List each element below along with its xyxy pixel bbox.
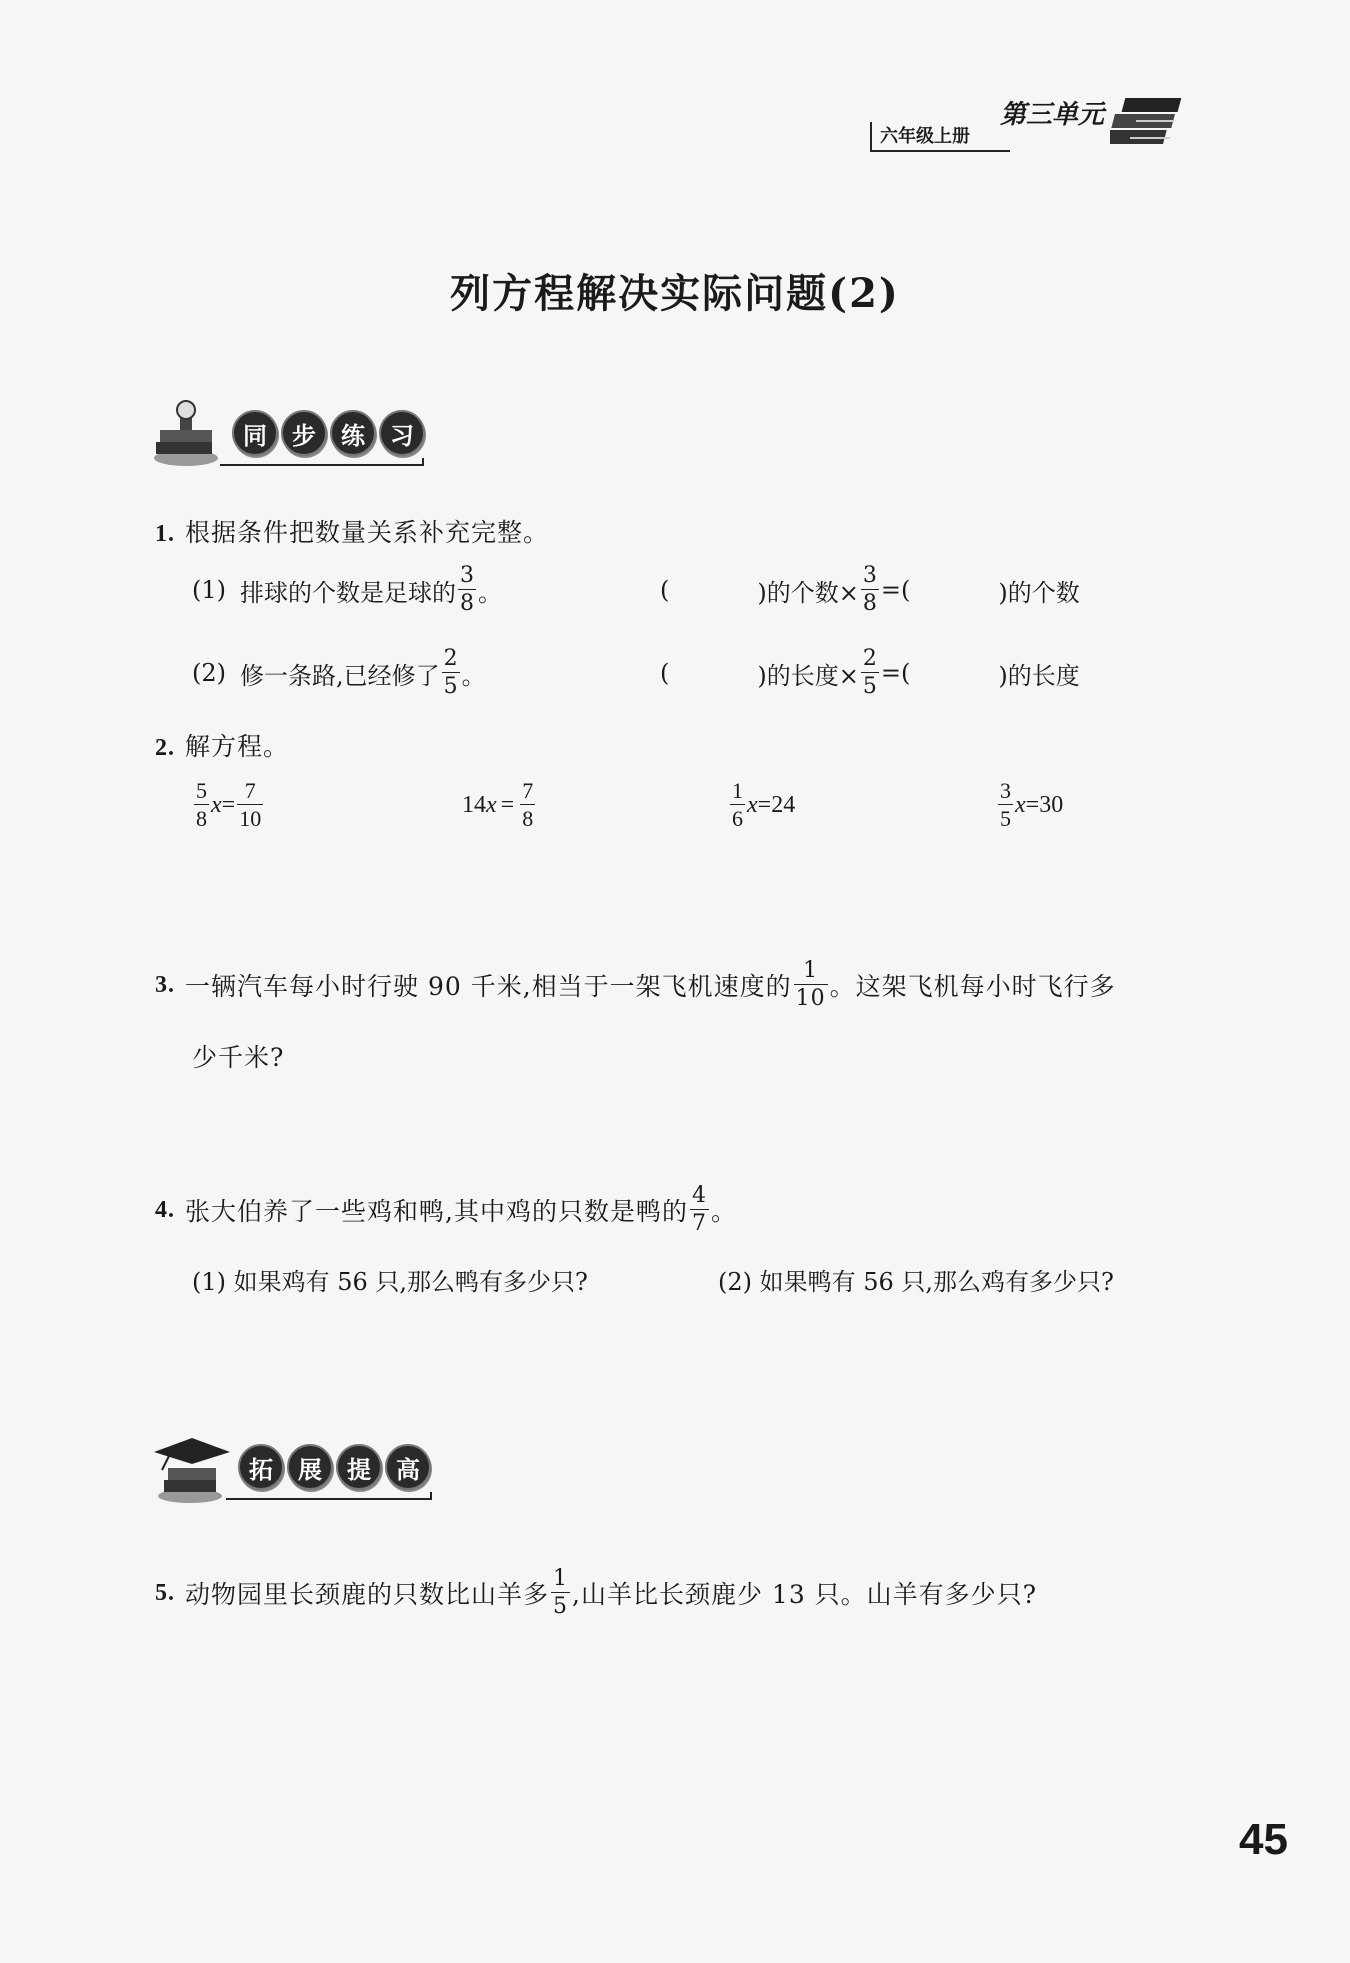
frac-den: 8 (460, 591, 474, 616)
question-5 (155, 1568, 1037, 1618)
section-practice-header (150, 398, 430, 468)
frac-num: 5 (196, 778, 207, 803)
q1-item1-label: (1) (192, 576, 226, 604)
eq2-coef: 14 (462, 791, 486, 818)
eq2-rhs (520, 780, 535, 830)
q1-text: 根据条件把数量关系补充完整。 (185, 518, 550, 547)
q1-item2-end: 。 (461, 661, 486, 690)
frac-num: 1 (732, 778, 743, 803)
equation-1 (192, 780, 265, 830)
q2-number: 2. (155, 735, 175, 761)
frac-num: 1 (553, 1566, 569, 1591)
question-2 (155, 727, 289, 763)
frac-num: 2 (862, 646, 877, 671)
q3-text-2: 。这架飞机每小时飞行多 (829, 972, 1116, 1001)
frac-den: 8 (522, 806, 534, 831)
q4-number: 4. (155, 1196, 175, 1223)
books-stack-icon (1110, 88, 1190, 160)
extend-badge-2: 展 (287, 1444, 333, 1490)
relation-mid: )的长度× (757, 661, 859, 690)
q1-number: 1. (155, 521, 175, 547)
equation-2 (462, 780, 537, 830)
equation-4 (996, 780, 1063, 830)
practice-badge-3: 练 (330, 410, 376, 456)
frac-den: 6 (732, 806, 743, 831)
frac-den: 8 (196, 806, 207, 831)
q5-fraction (551, 1568, 570, 1618)
frac-num: 7 (522, 778, 534, 803)
eq1-eq: = (221, 791, 236, 818)
q3-text-1: 一辆汽车每小时行驶 90 千米,相当于一架飞机速度的 (185, 972, 792, 1001)
q1-item1-fraction (458, 565, 476, 615)
practice-badges (232, 410, 428, 456)
equation-3 (728, 780, 795, 830)
eq4-rhs: =30 (1025, 791, 1064, 818)
eq2-eq: = (500, 791, 515, 818)
relation-eq: =( (880, 659, 911, 687)
q5-text-2: ,山羊比长颈鹿少 13 只。山羊有多少只? (572, 1580, 1038, 1609)
q3-text-3: 少千米? (192, 1043, 285, 1072)
unit-label: 第三单元 (1000, 100, 1105, 130)
eq3-var: x (747, 791, 758, 818)
q4-sub-2: (2) 如果鸭有 56 只,那么鸡有多少只? (718, 1268, 1114, 1296)
q3-number: 3. (155, 971, 175, 998)
extend-badge-4: 高 (385, 1444, 431, 1490)
q1-item-1-relation (660, 565, 1080, 615)
header (860, 88, 1200, 158)
frac-den: 10 (239, 806, 262, 831)
frac-num: 3 (1000, 778, 1011, 803)
page-title: 列方程解决实际问题(2) (450, 270, 900, 317)
practice-underline (220, 458, 424, 466)
graduation-books-icon (150, 1430, 235, 1505)
relation-eq: =( (880, 576, 911, 604)
frac-num: 3 (460, 563, 474, 588)
practice-badge-2: 步 (281, 410, 327, 456)
extend-badge-1: 拓 (238, 1444, 284, 1490)
frac-den: 5 (862, 674, 877, 699)
q5-text-1: 动物园里长颈鹿的只数比山羊多 (185, 1580, 550, 1609)
extend-badge-3: 提 (336, 1444, 382, 1490)
question-3 (155, 960, 1116, 1010)
q4-sub-1: (1) 如果鸡有 56 只,那么鸭有多少只? (192, 1268, 588, 1296)
eq2-var: x (486, 791, 497, 818)
eq3-rhs: =24 (757, 791, 796, 818)
q2-text: 解方程。 (185, 732, 290, 761)
eq1-coef (194, 780, 209, 830)
frac-den: 5 (553, 1594, 569, 1619)
frac-den: 10 (795, 986, 826, 1011)
eq4-coef (998, 780, 1013, 830)
q1-item2-text: 修一条路,已经修了 (240, 661, 440, 690)
eq1-var: x (211, 791, 222, 818)
q1-item-1 (192, 565, 502, 615)
relation-end: )的个数 (998, 578, 1080, 607)
page-number: 45 (1239, 1815, 1288, 1864)
q4-text: 张大伯养了一些鸡和鸭,其中鸡的只数是鸭的 (185, 1197, 688, 1226)
q3-fraction (794, 960, 828, 1010)
relation-end: )的长度 (998, 661, 1080, 690)
q4-end: 。 (710, 1197, 737, 1226)
frac-num: 7 (244, 778, 256, 803)
extend-underline (226, 1492, 432, 1500)
q1-item1-text: 排球的个数是足球的 (240, 578, 456, 607)
q1-item2-label: (2) (192, 659, 226, 687)
frac-num: 4 (691, 1183, 707, 1208)
frac-den: 8 (862, 591, 877, 616)
eq3-coef (730, 780, 745, 830)
question-1 (155, 513, 549, 549)
practice-badge-1: 同 (232, 410, 278, 456)
relation-fraction (861, 648, 879, 698)
q4-fraction (690, 1185, 709, 1235)
q1-item1-end: 。 (478, 578, 502, 607)
extend-badges (238, 1444, 434, 1490)
q1-item-2-relation (660, 648, 1080, 698)
q1-item2-fraction (442, 648, 460, 698)
eq1-rhs (237, 780, 263, 830)
relation-open: ( (660, 659, 670, 687)
frac-num: 2 (443, 646, 458, 671)
relation-open: ( (660, 576, 670, 604)
frac-den: 5 (1000, 806, 1011, 831)
frac-den: 7 (691, 1211, 707, 1236)
frac-num: 1 (803, 958, 819, 983)
frac-den: 5 (443, 674, 458, 699)
section-extend-header (150, 1430, 440, 1505)
practice-badge-4: 习 (379, 410, 425, 456)
frac-num: 3 (862, 563, 877, 588)
relation-fraction (861, 565, 879, 615)
relation-mid: )的个数× (757, 578, 859, 607)
q5-number: 5. (155, 1579, 175, 1606)
grade-label: 六年级上册 (870, 122, 1010, 152)
question-4 (155, 1185, 737, 1235)
lamp-books-icon (150, 398, 230, 468)
eq4-var: x (1015, 791, 1026, 818)
q1-item-2 (192, 648, 486, 698)
